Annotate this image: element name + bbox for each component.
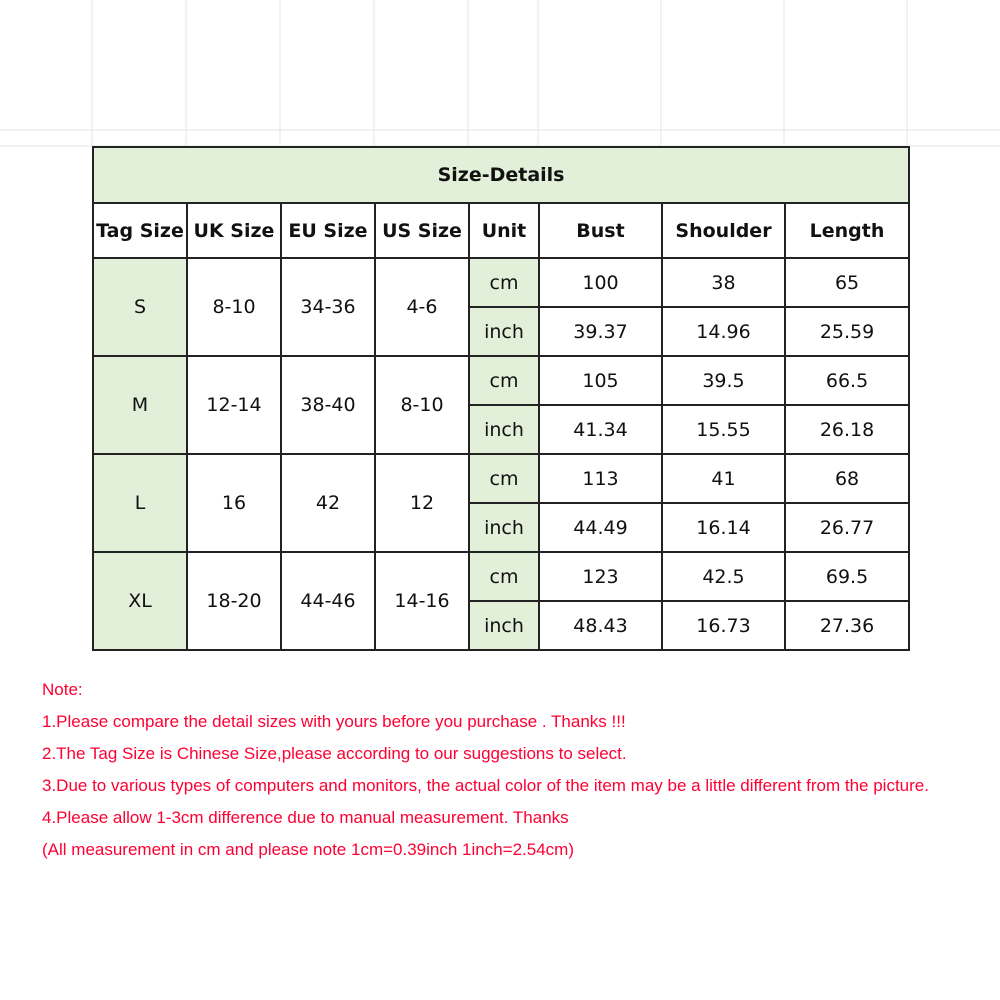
- bust-cell: 41.34: [539, 405, 662, 454]
- us-size-cell: 12: [375, 454, 469, 552]
- shoulder-cell: 15.55: [662, 405, 785, 454]
- us-size-cell: 4-6: [375, 258, 469, 356]
- eu-size-cell: 38-40: [281, 356, 375, 454]
- note-line-1: 1.Please compare the detail sizes with yours before you purchase . Thanks !!!: [42, 712, 626, 731]
- header-tag-size: Tag Size: [93, 203, 187, 258]
- unit-cell: cm: [469, 454, 539, 503]
- length-cell: 68: [785, 454, 909, 503]
- tag-size-cell: M: [93, 356, 187, 454]
- bust-cell: 100: [539, 258, 662, 307]
- shoulder-cell: 42.5: [662, 552, 785, 601]
- note-line-4: 4.Please allow 1-3cm difference due to manual measurement. Thanks: [42, 808, 569, 827]
- tag-size-cell: S: [93, 258, 187, 356]
- table-row: [93, 258, 909, 307]
- eu-size-cell: 42: [281, 454, 375, 552]
- header-length: Length: [785, 203, 909, 258]
- unit-cell: cm: [469, 356, 539, 405]
- note-line-2: 2.The Tag Size is Chinese Size,please according to our suggestions to select.: [42, 744, 627, 763]
- tag-size-cell: L: [93, 454, 187, 552]
- shoulder-cell: 16.14: [662, 503, 785, 552]
- uk-size-cell: 8-10: [187, 258, 281, 356]
- table-title: Size-Details: [93, 147, 909, 203]
- shoulder-cell: 38: [662, 258, 785, 307]
- length-cell: 27.36: [785, 601, 909, 650]
- bust-cell: 105: [539, 356, 662, 405]
- unit-cell: cm: [469, 258, 539, 307]
- header-unit: Unit: [469, 203, 539, 258]
- size-details-table: [92, 146, 910, 651]
- length-cell: 65: [785, 258, 909, 307]
- unit-cell: cm: [469, 552, 539, 601]
- shoulder-cell: 39.5: [662, 356, 785, 405]
- header-us-size: US Size: [375, 203, 469, 258]
- note-line-5: (All measurement in cm and please note 1cm=0.39inch 1inch=2.54cm): [42, 840, 575, 859]
- bust-cell: 123: [539, 552, 662, 601]
- unit-cell: inch: [469, 307, 539, 356]
- uk-size-cell: 12-14: [187, 356, 281, 454]
- header-uk-size: UK Size: [187, 203, 281, 258]
- uk-size-cell: 16: [187, 454, 281, 552]
- eu-size-cell: 44-46: [281, 552, 375, 650]
- shoulder-cell: 16.73: [662, 601, 785, 650]
- header-eu-size: EU Size: [281, 203, 375, 258]
- us-size-cell: 8-10: [375, 356, 469, 454]
- header-shoulder: Shoulder: [662, 203, 785, 258]
- eu-size-cell: 34-36: [281, 258, 375, 356]
- bust-cell: 39.37: [539, 307, 662, 356]
- length-cell: 26.18: [785, 405, 909, 454]
- table-row: [93, 356, 909, 405]
- notes-heading: Note:: [42, 680, 83, 699]
- us-size-cell: 14-16: [375, 552, 469, 650]
- header-row: [93, 203, 909, 258]
- length-cell: 66.5: [785, 356, 909, 405]
- header-bust: Bust: [539, 203, 662, 258]
- length-cell: 25.59: [785, 307, 909, 356]
- note-line-3: 3.Due to various types of computers and monitors, the actual color of the item may be a little different from the picture.: [42, 776, 929, 795]
- uk-size-cell: 18-20: [187, 552, 281, 650]
- shoulder-cell: 14.96: [662, 307, 785, 356]
- shoulder-cell: 41: [662, 454, 785, 503]
- unit-cell: inch: [469, 503, 539, 552]
- length-cell: 69.5: [785, 552, 909, 601]
- table-row: [93, 454, 909, 503]
- bust-cell: 44.49: [539, 503, 662, 552]
- unit-cell: inch: [469, 405, 539, 454]
- length-cell: 26.77: [785, 503, 909, 552]
- bust-cell: 48.43: [539, 601, 662, 650]
- table-row: [93, 552, 909, 601]
- unit-cell: inch: [469, 601, 539, 650]
- bust-cell: 113: [539, 454, 662, 503]
- tag-size-cell: XL: [93, 552, 187, 650]
- notes-section: [42, 674, 997, 866]
